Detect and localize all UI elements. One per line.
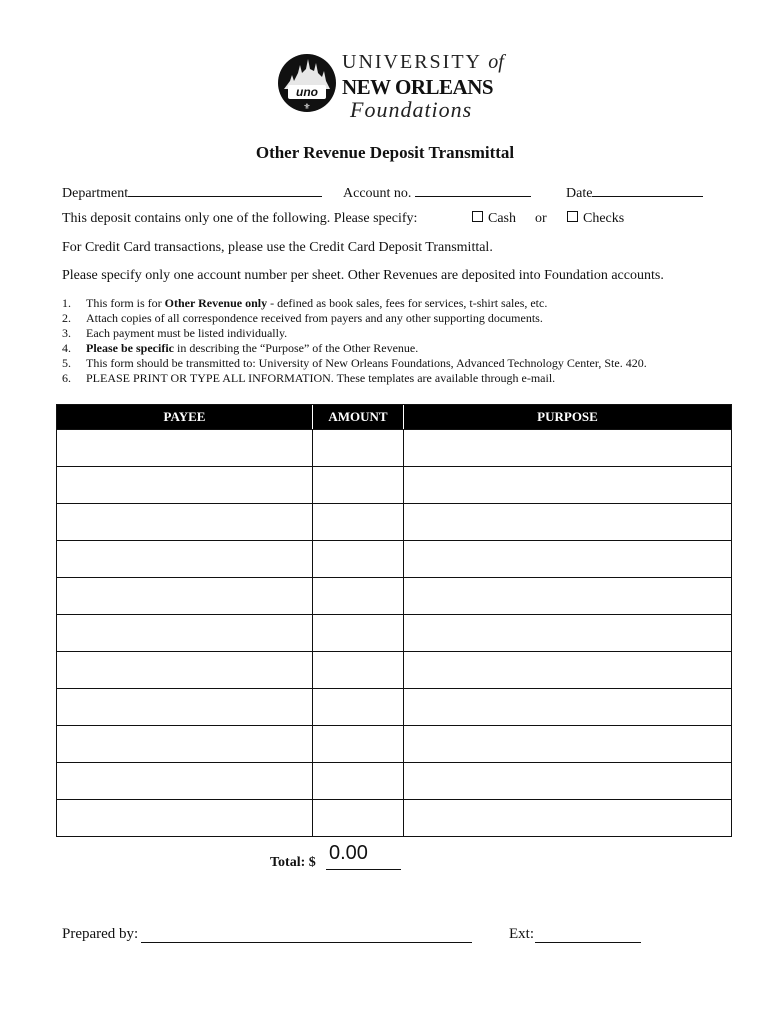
uno-foundations-logo [276, 45, 516, 123]
cash-option[interactable] [472, 211, 516, 227]
purpose-cell[interactable] [404, 541, 731, 577]
cash-checkbox[interactable] [472, 211, 483, 222]
table-row [57, 466, 731, 503]
table-row [57, 503, 731, 540]
table-row [57, 725, 731, 762]
uno-seal-icon [276, 45, 338, 121]
credit-card-note: For Credit Card transactions, please use the Credit Card Deposit Transmittal. [62, 240, 493, 255]
payee-cell[interactable] [57, 615, 313, 651]
payee-cell[interactable] [57, 504, 313, 540]
payee-cell[interactable] [57, 800, 313, 836]
instruction-item [62, 326, 647, 341]
prepared-by-input[interactable] [141, 942, 472, 943]
instruction-text: This form should be transmitted to: University of New Orleans Foundations, Advanced Technology Center, Ste. 420. [86, 356, 647, 370]
amount-cell[interactable] [313, 615, 404, 651]
instruction-item [62, 371, 647, 386]
instruction-bold-text: Other Revenue only [164, 296, 268, 310]
date-label: Date [566, 186, 593, 201]
logo-university-text: UNIVERSITY of [342, 51, 504, 73]
table-row [57, 429, 731, 466]
payee-cell[interactable] [57, 541, 313, 577]
payee-cell[interactable] [57, 726, 313, 762]
amount-cell[interactable] [313, 467, 404, 503]
amount-cell[interactable] [313, 652, 404, 688]
instruction-number: 1. [62, 296, 71, 310]
payee-cell[interactable] [57, 763, 313, 799]
table-body [57, 429, 731, 836]
account-note: Please specify only one account number per sheet. Other Revenues are deposited into Foundation accounts. [62, 268, 664, 283]
svg-text:uno: uno [296, 85, 318, 99]
deposit-table [56, 404, 732, 837]
instruction-item [62, 311, 647, 326]
total-field[interactable] [326, 842, 401, 870]
table-row [57, 688, 731, 725]
amount-cell[interactable] [313, 541, 404, 577]
header-amount: AMOUNT [313, 405, 404, 429]
prepared-by-label: Prepared by: [62, 926, 139, 942]
date-input[interactable] [592, 183, 703, 197]
instruction-text: - defined as book sales, fees for services, t-shirt sales, etc. [267, 296, 548, 310]
account-input[interactable] [415, 183, 531, 197]
checks-option[interactable] [567, 211, 624, 227]
table-row [57, 540, 731, 577]
amount-cell[interactable] [313, 689, 404, 725]
payee-cell[interactable] [57, 578, 313, 614]
total-label: Total: $ [270, 855, 316, 870]
cash-label: Cash [488, 211, 516, 226]
instruction-number: 3. [62, 326, 71, 340]
payee-cell[interactable] [57, 430, 313, 466]
table-row [57, 762, 731, 799]
department-input[interactable] [128, 183, 322, 197]
or-text: or [535, 211, 547, 226]
table-row [57, 799, 731, 836]
instruction-number: 4. [62, 341, 71, 355]
svg-text:⚜: ⚜ [303, 102, 311, 111]
instruction-number: 6. [62, 371, 71, 385]
purpose-cell[interactable] [404, 467, 731, 503]
header-purpose: PURPOSE [537, 409, 598, 424]
instruction-text: Attach copies of all correspondence received from payers and any other supporting documents. [86, 311, 543, 325]
header-payee: PAYEE [57, 405, 313, 429]
payee-cell[interactable] [57, 467, 313, 503]
total-value: 0.00 [329, 842, 368, 864]
purpose-cell[interactable] [404, 430, 731, 466]
payee-cell[interactable] [57, 689, 313, 725]
account-field [343, 183, 531, 202]
department-label: Department [62, 186, 129, 201]
logo-foundations-text: Foundations [350, 97, 473, 122]
table-row [57, 614, 731, 651]
instruction-text: Each payment must be listed individually. [86, 326, 288, 340]
table-row [57, 651, 731, 688]
instructions-list [62, 296, 647, 386]
amount-cell[interactable] [313, 430, 404, 466]
instruction-number: 5. [62, 356, 71, 370]
instruction-text: in describing the “Purpose” of the Other Revenue. [173, 341, 419, 355]
purpose-cell[interactable] [404, 800, 731, 836]
purpose-cell[interactable] [404, 652, 731, 688]
checks-label: Checks [583, 211, 625, 226]
instruction-item [62, 296, 647, 311]
instruction-item [62, 356, 647, 371]
table-header-row [57, 405, 731, 429]
amount-cell[interactable] [313, 763, 404, 799]
department-field [62, 183, 322, 202]
purpose-cell[interactable] [404, 689, 731, 725]
table-row [57, 577, 731, 614]
instruction-text: This form is for [86, 296, 165, 310]
purpose-cell[interactable] [404, 615, 731, 651]
checks-checkbox[interactable] [567, 211, 578, 222]
amount-cell[interactable] [313, 504, 404, 540]
amount-cell[interactable] [313, 578, 404, 614]
logo-new-orleans-text: NEW ORLEANS [342, 75, 494, 99]
instruction-bold-text: Please be specific [86, 341, 174, 355]
purpose-cell[interactable] [404, 578, 731, 614]
deposit-instruction: This deposit contains only one of the following. Please specify: [62, 211, 418, 226]
form-title: Other Revenue Deposit Transmittal [255, 143, 515, 162]
purpose-cell[interactable] [404, 504, 731, 540]
amount-cell[interactable] [313, 726, 404, 762]
amount-cell[interactable] [313, 800, 404, 836]
account-label: Account no. [343, 186, 412, 201]
instruction-number: 2. [62, 311, 71, 325]
payee-cell[interactable] [57, 652, 313, 688]
purpose-cell[interactable] [404, 726, 731, 762]
date-field [566, 183, 703, 202]
ext-label: Ext: [509, 926, 534, 942]
instruction-item [62, 341, 647, 356]
instruction-text: PLEASE PRINT OR TYPE ALL INFORMATION. These templates are available through e-mail. [86, 371, 556, 385]
ext-input[interactable] [535, 942, 641, 943]
purpose-cell[interactable] [404, 763, 731, 799]
